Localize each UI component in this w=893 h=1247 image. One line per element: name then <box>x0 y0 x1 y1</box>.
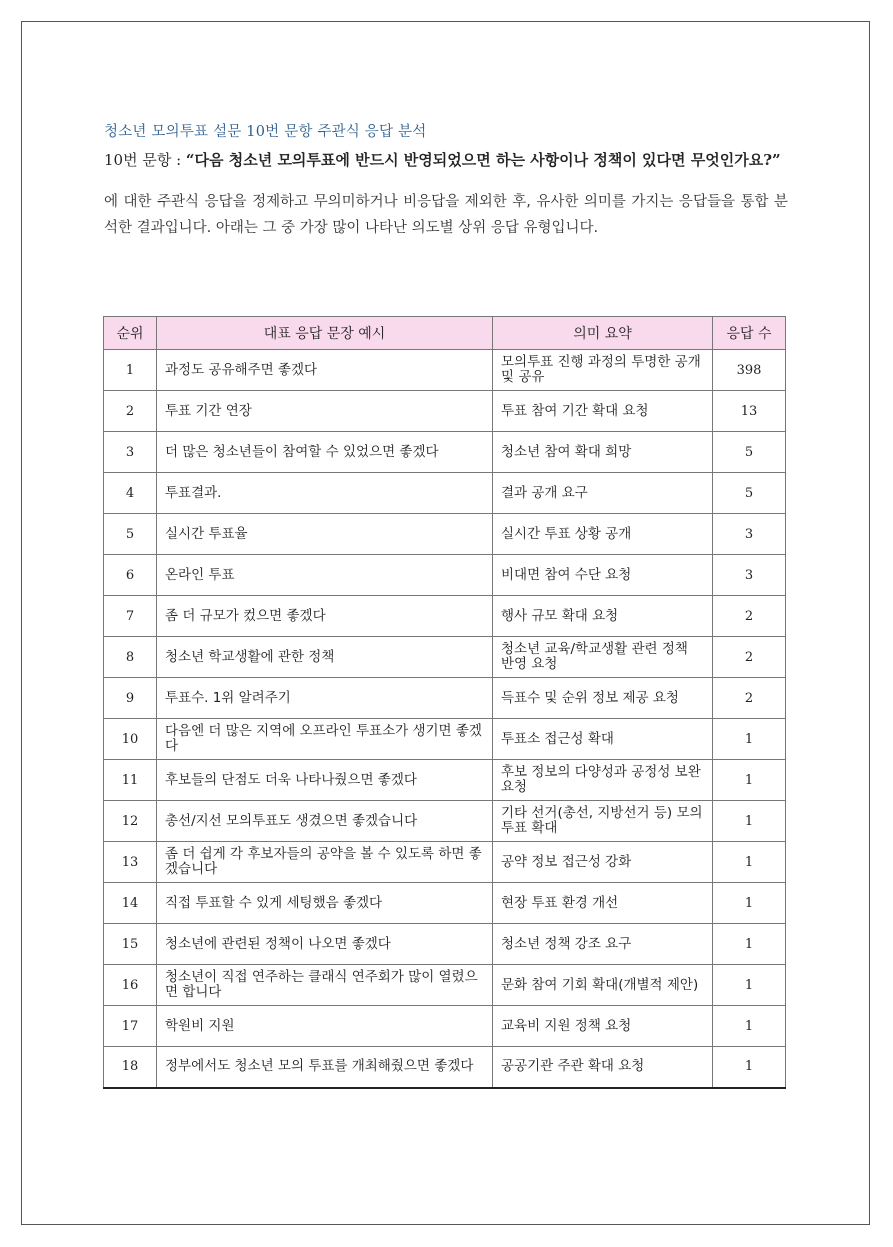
document-title: 청소년 모의투표 설문 10번 문항 주관식 응답 분석 <box>104 124 427 140</box>
count-cell: 5 <box>713 432 786 473</box>
table-row <box>104 473 786 514</box>
example-cell: 다음엔 더 많은 지역에 오프라인 투표소가 생기면 좋겠다 <box>157 719 493 760</box>
count-cell: 3 <box>713 514 786 555</box>
count-cell: 1 <box>713 883 786 924</box>
rank-cell: 5 <box>104 514 157 555</box>
example-cell: 투표 기간 연장 <box>157 391 493 432</box>
rank-cell: 13 <box>104 842 157 883</box>
table-row <box>104 842 786 883</box>
meaning-cell: 후보 정보의 다양성과 공정성 보완 요청 <box>493 760 713 801</box>
meaning-cell: 결과 공개 요구 <box>493 473 713 514</box>
table-row <box>104 719 786 760</box>
rank-cell: 18 <box>104 1047 157 1088</box>
meaning-cell: 기타 선거(총선, 지방선거 등) 모의투표 확대 <box>493 801 713 842</box>
table-row <box>104 1047 786 1088</box>
question-line <box>104 147 788 173</box>
count-cell: 1 <box>713 924 786 965</box>
example-cell: 청소년에 관련된 정책이 나오면 좋겠다 <box>157 924 493 965</box>
rank-cell: 9 <box>104 678 157 719</box>
header-rank: 순위 <box>104 317 157 350</box>
count-cell: 1 <box>713 965 786 1006</box>
count-cell: 2 <box>713 678 786 719</box>
count-cell: 1 <box>713 842 786 883</box>
example-cell: 청소년이 직접 연주하는 클래식 연주회가 많이 열렸으면 합니다 <box>157 965 493 1006</box>
example-cell: 투표수. 1위 알려주기 <box>157 678 493 719</box>
count-cell: 1 <box>713 760 786 801</box>
table-row <box>104 1006 786 1047</box>
example-cell: 학원비 지원 <box>157 1006 493 1047</box>
example-cell: 좀 더 쉽게 각 후보자들의 공약을 볼 수 있도록 하면 좋겠습니다 <box>157 842 493 883</box>
meaning-cell: 모의투표 진행 과정의 투명한 공개 및 공유 <box>493 350 713 391</box>
table-header-row <box>104 317 786 350</box>
example-cell: 후보들의 단점도 더욱 나타나줬으면 좋겠다 <box>157 760 493 801</box>
table-body <box>104 350 786 1088</box>
example-cell: 온라인 투표 <box>157 555 493 596</box>
table-row <box>104 760 786 801</box>
example-cell: 직접 투표할 수 있게 세팅했음 좋겠다 <box>157 883 493 924</box>
meaning-cell: 투표 참여 기간 확대 요청 <box>493 391 713 432</box>
count-cell: 1 <box>713 1006 786 1047</box>
count-cell: 1 <box>713 719 786 760</box>
meaning-cell: 청소년 정책 강조 요구 <box>493 924 713 965</box>
meaning-cell: 문화 참여 기회 확대(개별적 제안) <box>493 965 713 1006</box>
table-row <box>104 596 786 637</box>
rank-cell: 3 <box>104 432 157 473</box>
rank-cell: 6 <box>104 555 157 596</box>
count-cell: 13 <box>713 391 786 432</box>
example-cell: 투표결과. <box>157 473 493 514</box>
rank-cell: 12 <box>104 801 157 842</box>
rank-cell: 14 <box>104 883 157 924</box>
example-cell: 청소년 학교생활에 관한 정책 <box>157 637 493 678</box>
table-row <box>104 801 786 842</box>
example-cell: 정부에서도 청소년 모의 투표를 개최해줬으면 좋겠다 <box>157 1047 493 1088</box>
header-meaning: 의미 요약 <box>493 317 713 350</box>
meaning-cell: 청소년 참여 확대 희망 <box>493 432 713 473</box>
rank-cell: 7 <box>104 596 157 637</box>
question-text: “다음 청소년 모의투표에 반드시 반영되었으면 하는 사항이나 정책이 있다면 무엇인가요?” <box>185 151 781 169</box>
meaning-cell: 공공기관 주관 확대 요청 <box>493 1047 713 1088</box>
results-table <box>103 316 786 1089</box>
count-cell: 2 <box>713 637 786 678</box>
meaning-cell: 교육비 지원 정책 요청 <box>493 1006 713 1047</box>
meaning-cell: 행사 규모 확대 요청 <box>493 596 713 637</box>
intro-paragraph: 에 대한 주관식 응답을 정제하고 무의미하거나 비응답을 제외한 후, 유사한 의미를 가지는 응답들을 통합 분석한 결과입니다. 아래는 그 중 가장 많이 나타난 의도별 상위 응답 유형입니다. <box>104 194 788 236</box>
example-cell: 총선/지선 모의투표도 생겼으면 좋겠습니다 <box>157 801 493 842</box>
meaning-cell: 현장 투표 환경 개선 <box>493 883 713 924</box>
rank-cell: 8 <box>104 637 157 678</box>
table-row <box>104 637 786 678</box>
meaning-cell: 득표수 및 순위 정보 제공 요청 <box>493 678 713 719</box>
table-row <box>104 965 786 1006</box>
header-count: 응답 수 <box>713 317 786 350</box>
count-cell: 1 <box>713 801 786 842</box>
table-row <box>104 555 786 596</box>
count-cell: 5 <box>713 473 786 514</box>
example-cell: 더 많은 청소년들이 참여할 수 있었으면 좋겠다 <box>157 432 493 473</box>
count-cell: 1 <box>713 1047 786 1088</box>
question-prefix: 10번 문항 : <box>104 151 186 169</box>
table-row <box>104 883 786 924</box>
meaning-cell: 청소년 교육/학교생활 관련 정책 반영 요청 <box>493 637 713 678</box>
meaning-cell: 실시간 투표 상황 공개 <box>493 514 713 555</box>
rank-cell: 16 <box>104 965 157 1006</box>
table-row <box>104 678 786 719</box>
header-example: 대표 응답 문장 예시 <box>157 317 493 350</box>
rank-cell: 1 <box>104 350 157 391</box>
count-cell: 398 <box>713 350 786 391</box>
count-cell: 2 <box>713 596 786 637</box>
table-row <box>104 391 786 432</box>
rank-cell: 15 <box>104 924 157 965</box>
table-row <box>104 350 786 391</box>
meaning-cell: 비대면 참여 수단 요청 <box>493 555 713 596</box>
rank-cell: 17 <box>104 1006 157 1047</box>
rank-cell: 10 <box>104 719 157 760</box>
example-cell: 과정도 공유해주면 좋겠다 <box>157 350 493 391</box>
rank-cell: 2 <box>104 391 157 432</box>
example-cell: 실시간 투표율 <box>157 514 493 555</box>
document-body <box>104 120 788 241</box>
example-cell: 좀 더 규모가 컸으면 좋겠다 <box>157 596 493 637</box>
table-row <box>104 514 786 555</box>
rank-cell: 11 <box>104 760 157 801</box>
meaning-cell: 투표소 접근성 확대 <box>493 719 713 760</box>
table-row <box>104 924 786 965</box>
count-cell: 3 <box>713 555 786 596</box>
meaning-cell: 공약 정보 접근성 강화 <box>493 842 713 883</box>
rank-cell: 4 <box>104 473 157 514</box>
table-row <box>104 432 786 473</box>
